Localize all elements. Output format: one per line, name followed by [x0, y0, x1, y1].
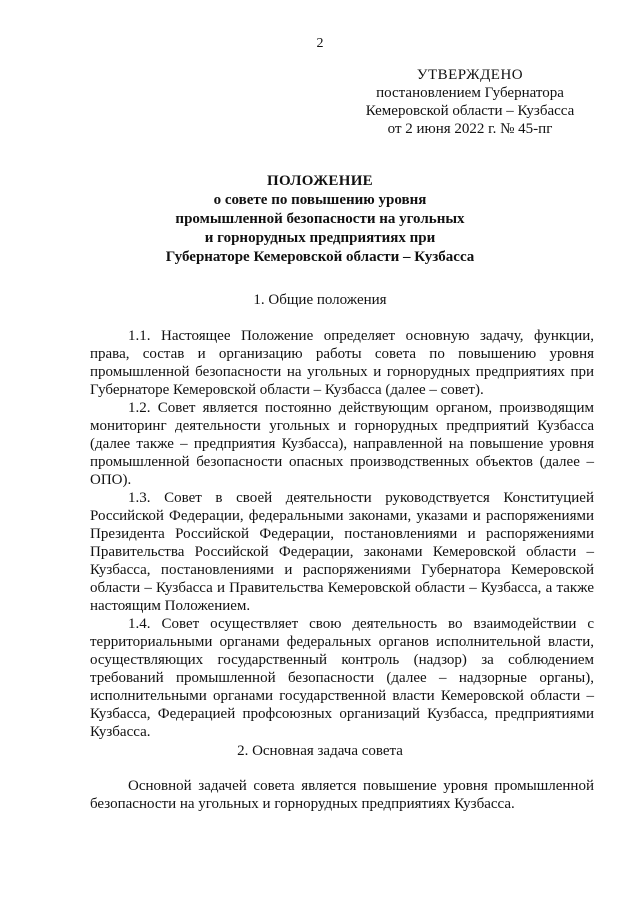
paragraph-2: Основной задачей совета является повышение уровня промышленной безопасности на угольных и горнорудных предприятиях Кузбасса. — [90, 778, 594, 812]
approval-line: постановлением Губернатора — [376, 85, 564, 101]
document-title-main: ПОЛОЖЕНИЕ — [267, 173, 373, 189]
section-heading-main-task: 2. Основная задача совета — [237, 743, 403, 759]
document-title-line: о совете по повышению уровня — [213, 192, 427, 208]
paragraph-1-3: 1.3. Совет в своей деятельности руководствуется Конституцией Российской Федерации, федеральными законами, указами и распоряжениями Президента Российской Федерации, постановлениями и распоряжениями Правительства Российской Федерации, законами Кемеровской области – Кузбасса, постановлениями и распоряжениями Губернатора Кемеровской области – Кузбасса и Правительства Кемеровской области – Кузбасса, а также настоящим Положением. — [90, 490, 594, 614]
approval-stamp: УТВЕРЖДЕНО — [416, 67, 524, 83]
approval-block — [340, 66, 600, 138]
document-title-line: и горнорудных предприятиях при — [204, 230, 436, 246]
paragraph-1-4: 1.4. Совет осуществляет свою деятельность во взаимодействии с территориальными органами федеральных органов исполнительной власти, осуществляющих государственный контроль (надзор) за соблюдением требований промышленной безопасности (далее – надзорные органы), исполнительными органами государственной власти Кемеровской области – Кузбасса, Федерацией профсоюзных организаций Кузбасса, предприятиями Кузбасса. — [90, 616, 594, 740]
document-title — [0, 172, 640, 267]
paragraph-1-2: 1.2. Совет является постоянно действующим органом, производящим мониторинг деятельности угольных и горнорудных предприятий Кузбасса (далее также – предприятия Кузбасса), направленной на повышение уровня промышленной безопасности опасных производственных объектов (далее – ОПО). — [90, 400, 594, 488]
document-title-line: промышленной безопасности на угольных — [175, 211, 465, 227]
section-heading-general: 1. Общие положения — [253, 292, 387, 308]
section-body-general — [90, 327, 594, 741]
page-number: 2 — [316, 36, 324, 51]
paragraph-1-1: 1.1. Настоящее Положение определяет основную задачу, функции, права, состав и организацию работы совета по повышению уровня промышленной безопасности на угольных и горнорудных предприятиях при Губернаторе Кемеровской области – Кузбасса (далее – совет). — [90, 328, 594, 398]
approval-line: Кемеровской области – Кузбасса — [365, 103, 575, 119]
section-body-main-task — [90, 777, 594, 813]
approval-date-line: от 2 июня 2022 г. № 45-пг — [387, 121, 553, 137]
document-title-line: Губернаторе Кемеровской области – Кузбасса — [165, 249, 475, 265]
